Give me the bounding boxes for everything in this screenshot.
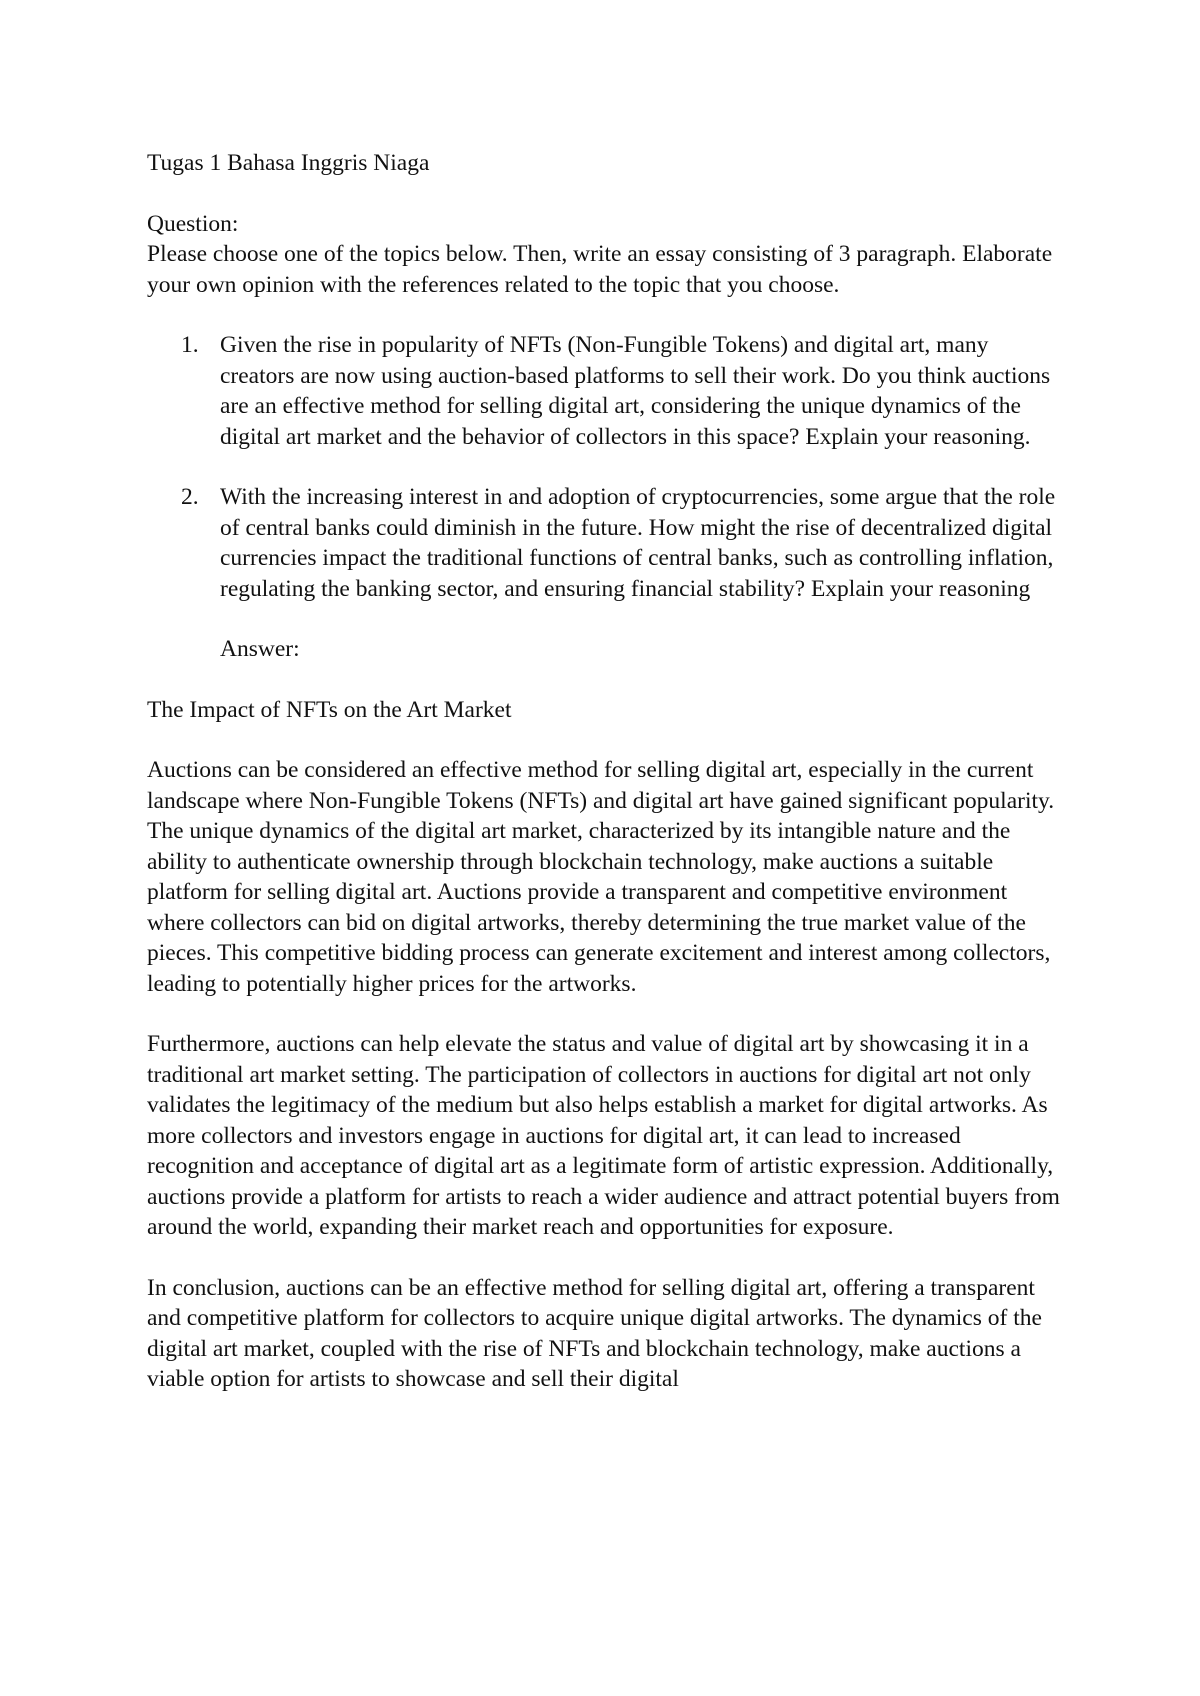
topic-number: 1. — [181, 332, 199, 358]
essay-paragraph: Furthermore, auctions can help elevate the status and value of digital art by showcasing it in a traditional art market setting. The participation of collectors in auctions for digital art not only validates the legitimacy of the medium but also helps establish a market for digital artworks. As more collectors and investors engage in auctions for digital art, it can lead to increased recognition and acceptance of digital art as a legitimate form of artistic expression. Additionally, auctions provide a platform for artists to reach a wider audience and attract potential buyers from around the world, expanding their market reach and opportunities for exposure. — [147, 1031, 1060, 1240]
essay-title: The Impact of NFTs on the Art Market — [147, 696, 512, 723]
essay-paragraph: Auctions can be considered an effective method for selling digital art, especially in the current landscape where Non-Fungible Tokens (NFTs) and digital art have gained significant popularity. The unique dynamics of the digital art market, characterized by its intangible nature and the ability to authenticate ownership through blockchain technology, make auctions a suitable platform for selling digital art. Auctions provide a transparent and competitive environment where collectors can bid on digital artworks, thereby determining the true market value of the pieces. This competitive bidding process can generate excitement and interest among collectors, leading to potentially higher prices for the artworks. — [147, 757, 1055, 997]
topic-number: 2. — [181, 484, 199, 510]
topic-item — [147, 330, 1067, 452]
topic-text: Given the rise in popularity of NFTs (Non-Fungible Tokens) and digital art, many creators are now using auction-based platforms to sell their work. Do you think auctions are an effective method for selling digital art, considering the unique dynamics of the digital art market and the behavior of collectors in this space? Explain your reasoning. — [220, 332, 1051, 450]
topic-item — [147, 482, 1067, 604]
question-label: Question: — [147, 210, 239, 237]
essay-paragraph: In conclusion, auctions can be an effective method for selling digital art, offering a transparent and competitive platform for collectors to acquire unique digital artworks. The dynamics of the digital art market, coupled with the rise of NFTs and blockchain technology, make auctions a viable option for artists to showcase and sell their digital — [147, 1274, 1042, 1392]
instructions-text: Please choose one of the topics below. Then, write an essay consisting of 3 paragraph. Elaborate your own opinion with the references related to the topic that you choose. — [147, 241, 1053, 298]
topics-list — [147, 330, 1067, 604]
document-title: Tugas 1 Bahasa Inggris Niaga — [147, 150, 430, 176]
answer-label: Answer: — [220, 636, 300, 662]
document-body — [147, 148, 1067, 1395]
topic-text: With the increasing interest in and adoption of cryptocurrencies, some argue that the role of central banks could diminish in the future. How might the rise of decentralized digital currencies impact the traditional functions of central banks, such as controlling inflation, regulating the banking sector, and ensuring financial stability? Explain your reasoning — [220, 484, 1056, 602]
